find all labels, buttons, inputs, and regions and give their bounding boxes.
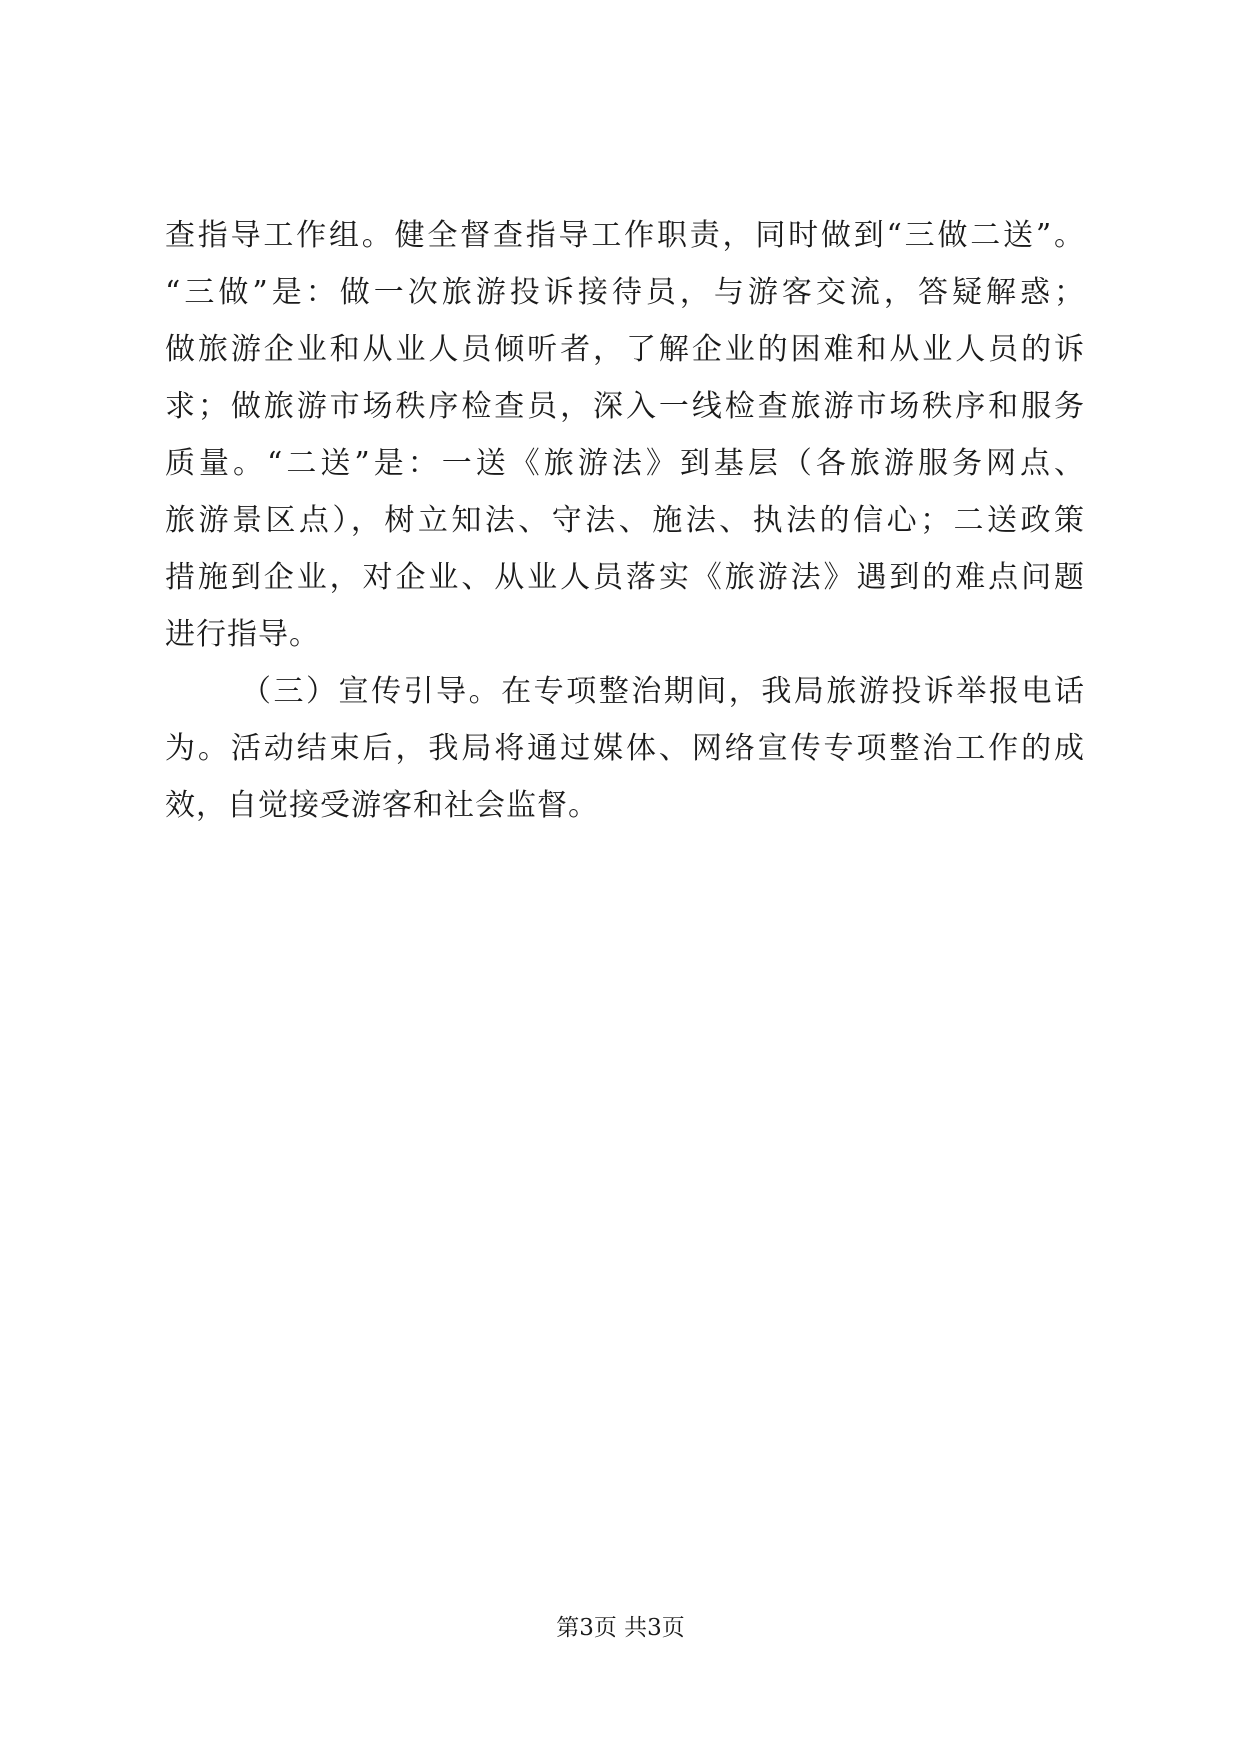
paragraph-line: 求；做旅游市场秩序检查员，深入一线检查旅游市场秩序和服务 [165, 389, 1085, 424]
paragraph-line: 旅游景区点），树立知法、守法、施法、执法的信心；二送政策 [165, 503, 1085, 538]
page-number: 第3页 共3页 [556, 1615, 685, 1641]
section-heading-line: （三）宣传引导。在专项整治期间，我局旅游投诉举报电话 [241, 674, 1085, 709]
paragraph-line: 为。活动结束后，我局将通过媒体、网络宣传专项整治工作的成 [165, 731, 1085, 766]
paragraph-line: 效，自觉接受游客和社会监督。 [165, 788, 599, 823]
body-text [165, 207, 1085, 834]
paragraph-line: 措施到企业，对企业、从业人员落实《旅游法》遇到的难点问题 [165, 560, 1085, 595]
paragraph-line: 查指导工作组。健全督查指导工作职责，同时做到“三做二送”。 [165, 218, 1085, 253]
paragraph-line: 做旅游企业和从业人员倾听者，了解企业的困难和从业人员的诉 [165, 332, 1085, 367]
paragraph-line: “三做”是：做一次旅游投诉接待员，与游客交流，答疑解惑； [165, 275, 1085, 310]
paragraph-line: 进行指导。 [165, 617, 320, 652]
paragraph-line: 质量。“二送”是：一送《旅游法》到基层（各旅游服务网点、 [165, 446, 1085, 481]
